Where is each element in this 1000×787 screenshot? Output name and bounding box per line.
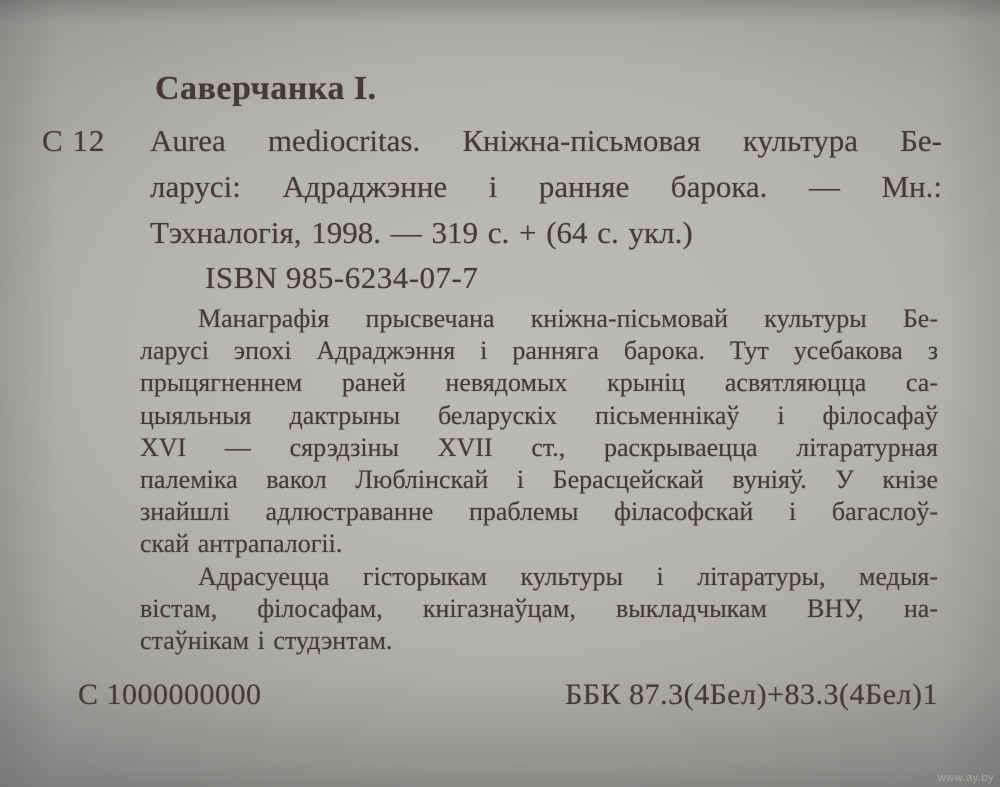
bbk-code: ББК 87.3(4Бел)+83.3(4Бел)1 bbox=[565, 678, 938, 711]
text-line: стаўнікам і студэнтам. bbox=[140, 626, 393, 656]
text-line: прыцягненнем раней невядомых крыніц асвятляюцца са- bbox=[140, 368, 938, 398]
text-line: палеміка вакол Люблінскай і Берасцейскай вуніяў. У кнізе bbox=[140, 465, 938, 495]
author-heading: Саверчанка І. bbox=[155, 70, 377, 107]
annotation-paragraph-2 bbox=[140, 561, 938, 658]
text-line: Адрасуецца гісторыкам культуры і літаратуры, медыя- bbox=[198, 561, 938, 591]
bibliographic-title-block bbox=[42, 118, 942, 256]
text-line: вістам, філосафам, кнігазнаўцам, выкладчыкам ВНУ, на- bbox=[140, 593, 938, 623]
annotation-block bbox=[140, 303, 938, 657]
text-line: цыяльныя дактрыны беларускіх пісьменнікаў і філосафаў bbox=[140, 400, 938, 430]
copyright-code: С 1000000000 bbox=[78, 678, 262, 711]
text-line: XVI — сярэдзіны XVII ст., раскрываецца літаратурная bbox=[140, 432, 938, 462]
annotation-paragraph-1 bbox=[140, 303, 938, 561]
text-line: знайшлі адлюстраванне праблемы філасофскай і багаслоў- bbox=[140, 497, 938, 527]
watermark: www.ay.by bbox=[937, 772, 994, 784]
classification-code: С 12 bbox=[42, 123, 106, 158]
text-line: Aurea mediocritas. Кніжна-пісьмовая культура Бе- bbox=[150, 123, 942, 158]
title-lines bbox=[150, 118, 942, 256]
text-line: ларусі эпохі Адраджэння і ранняга барока. Тут усебакова з bbox=[140, 336, 938, 366]
text-line: скай антрапалогіі. bbox=[140, 529, 343, 559]
footer-row bbox=[78, 678, 938, 712]
text-line: Манаграфія прысвечана кніжна-пісьмовай культуры Бе- bbox=[198, 304, 938, 333]
text-line: Тэхналогія, 1998. — 319 с. + (64 с. укл.) bbox=[150, 215, 693, 250]
text-line: ларусі: Адраджэнне і ранняе барока. — Мн.: bbox=[150, 169, 942, 204]
isbn-line: ISBN 985-6234-07-7 bbox=[205, 260, 479, 295]
